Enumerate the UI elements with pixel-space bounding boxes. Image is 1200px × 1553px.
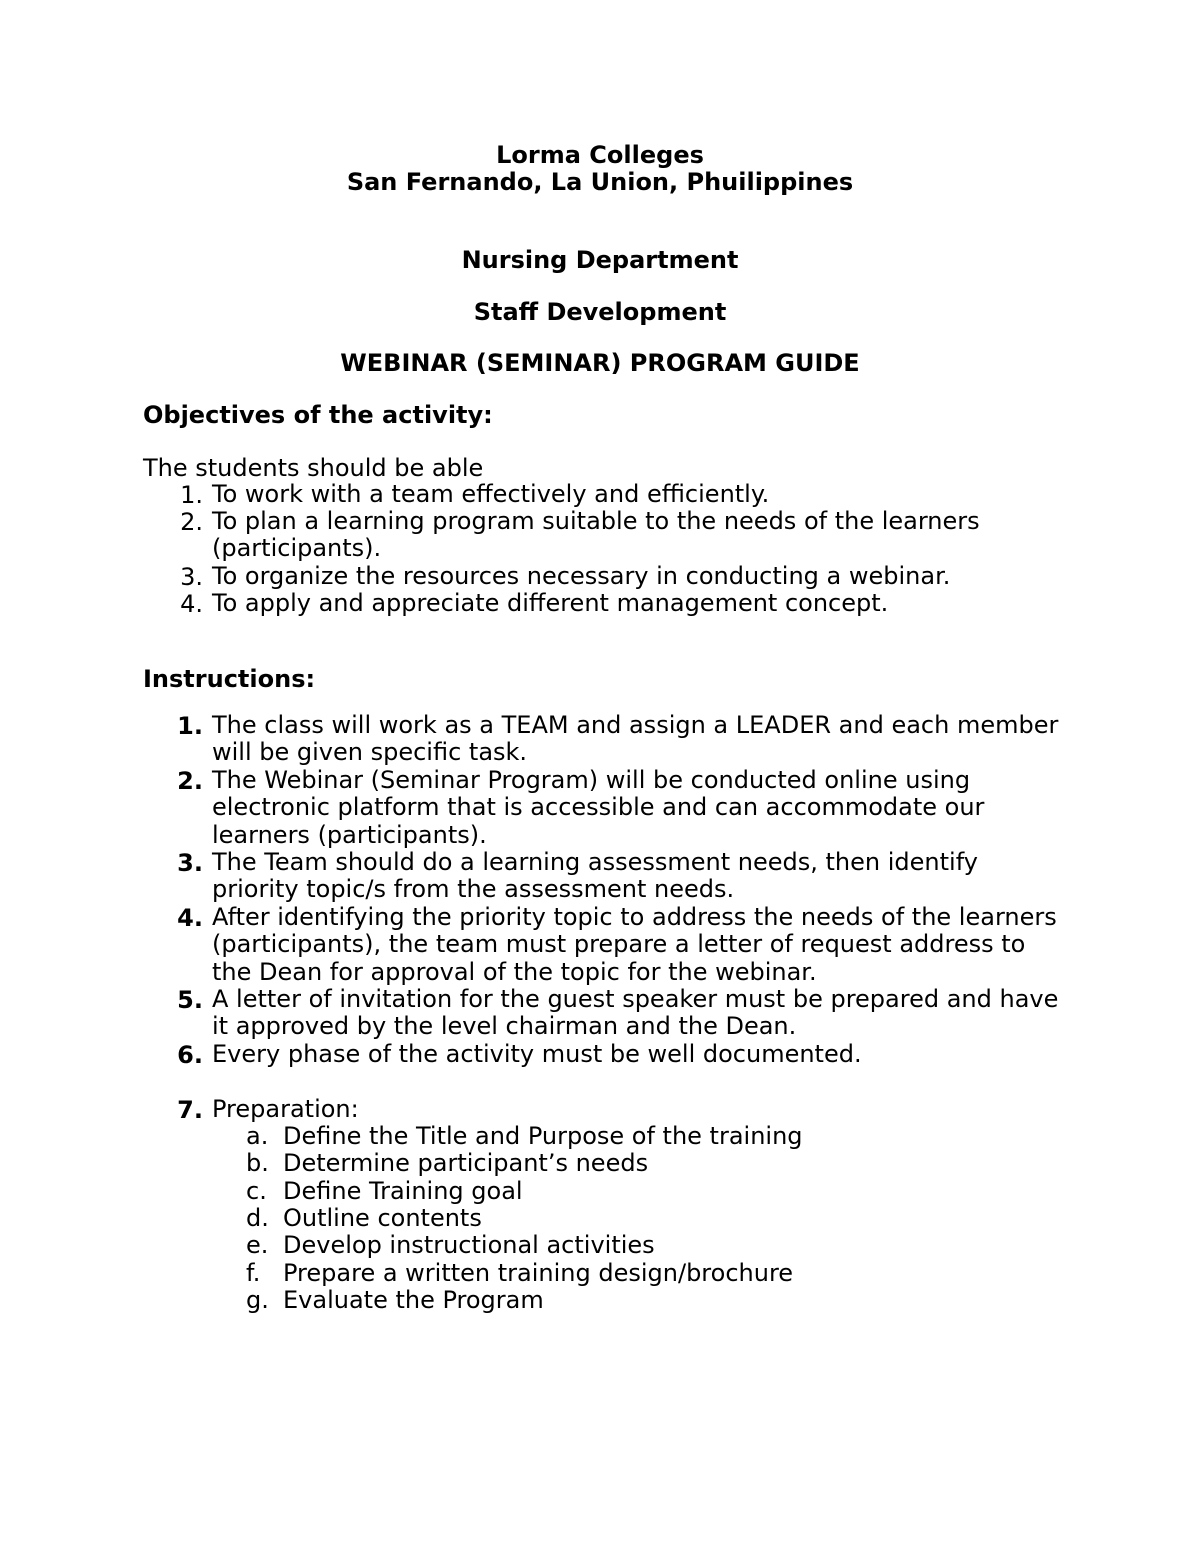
instruction-text: The class will work as a TEAM and assign a LEADER and each member will be given specific task.	[212, 711, 1059, 767]
instructions-heading: Instructions:	[143, 665, 316, 693]
preparation-step-text: Determine participant’s needs	[283, 1149, 649, 1177]
objective-text: To plan a learning program suitable to the needs of the learners (participants).	[212, 507, 980, 563]
objective-text: To work with a team effectively and efficiently.	[212, 480, 770, 508]
objectives-intro: The students should be able	[143, 454, 484, 482]
department-name: Nursing Department	[461, 246, 739, 274]
preparation-step-letter: g.	[246, 1286, 269, 1314]
preparation-step-letter: b.	[246, 1149, 269, 1177]
preparation-step-text: Define the Title and Purpose of the training	[283, 1122, 803, 1150]
instruction-text: Every phase of the activity must be well documented.	[212, 1040, 862, 1068]
objective-number: 4.	[180, 590, 203, 618]
preparation-step-letter: e.	[246, 1231, 269, 1259]
instruction-number: 2.	[177, 767, 203, 795]
preparation-step-text: Develop instructional activities	[283, 1231, 655, 1259]
institution-location: San Fernando, La Union, Phuilippines	[346, 168, 854, 196]
instruction-text: Preparation:	[212, 1095, 359, 1123]
document-title: WEBINAR (SEMINAR) PROGRAM GUIDE	[340, 349, 860, 377]
objectives-heading: Objectives of the activity:	[143, 401, 493, 429]
objective-number: 2.	[180, 508, 203, 536]
instruction-number: 4.	[177, 904, 203, 932]
preparation-step-letter: f.	[246, 1259, 261, 1287]
instruction-number: 1.	[177, 712, 203, 740]
instruction-number: 5.	[177, 986, 203, 1014]
objective-text: To organize the resources necessary in conducting a webinar.	[212, 562, 951, 590]
objective-number: 3.	[180, 563, 203, 591]
preparation-step-text: Prepare a written training design/brochure	[283, 1259, 794, 1287]
institution-name: Lorma Colleges	[496, 141, 704, 169]
preparation-step-text: Outline contents	[283, 1204, 482, 1232]
instruction-text: The Team should do a learning assessment needs, then identify priority topic/s from the assessment needs.	[212, 848, 978, 904]
instruction-number: 7.	[177, 1096, 203, 1124]
preparation-step-letter: c.	[246, 1177, 267, 1205]
instruction-text: After identifying the priority topic to address the needs of the learners (participants), the team must prepare a letter of request address to the Dean for approval of the topic for the webinar.	[212, 903, 1057, 986]
instruction-number: 6.	[177, 1041, 203, 1069]
objective-text: To apply and appreciate different management concept.	[212, 589, 889, 617]
unit-name: Staff Development	[473, 298, 727, 326]
instruction-number: 3.	[177, 849, 203, 877]
instruction-text: The Webinar (Seminar Program) will be conducted online using electronic platform that is accessible and can accommodate our learners (participants).	[212, 766, 985, 849]
preparation-step-text: Evaluate the Program	[283, 1286, 544, 1314]
preparation-step-letter: a.	[246, 1122, 269, 1150]
objective-number: 1.	[180, 481, 203, 509]
preparation-step-text: Define Training goal	[283, 1177, 523, 1205]
instruction-text: A letter of invitation for the guest speaker must be prepared and have it approved by the level chairman and the Dean.	[212, 985, 1059, 1041]
preparation-step-letter: d.	[246, 1204, 269, 1232]
